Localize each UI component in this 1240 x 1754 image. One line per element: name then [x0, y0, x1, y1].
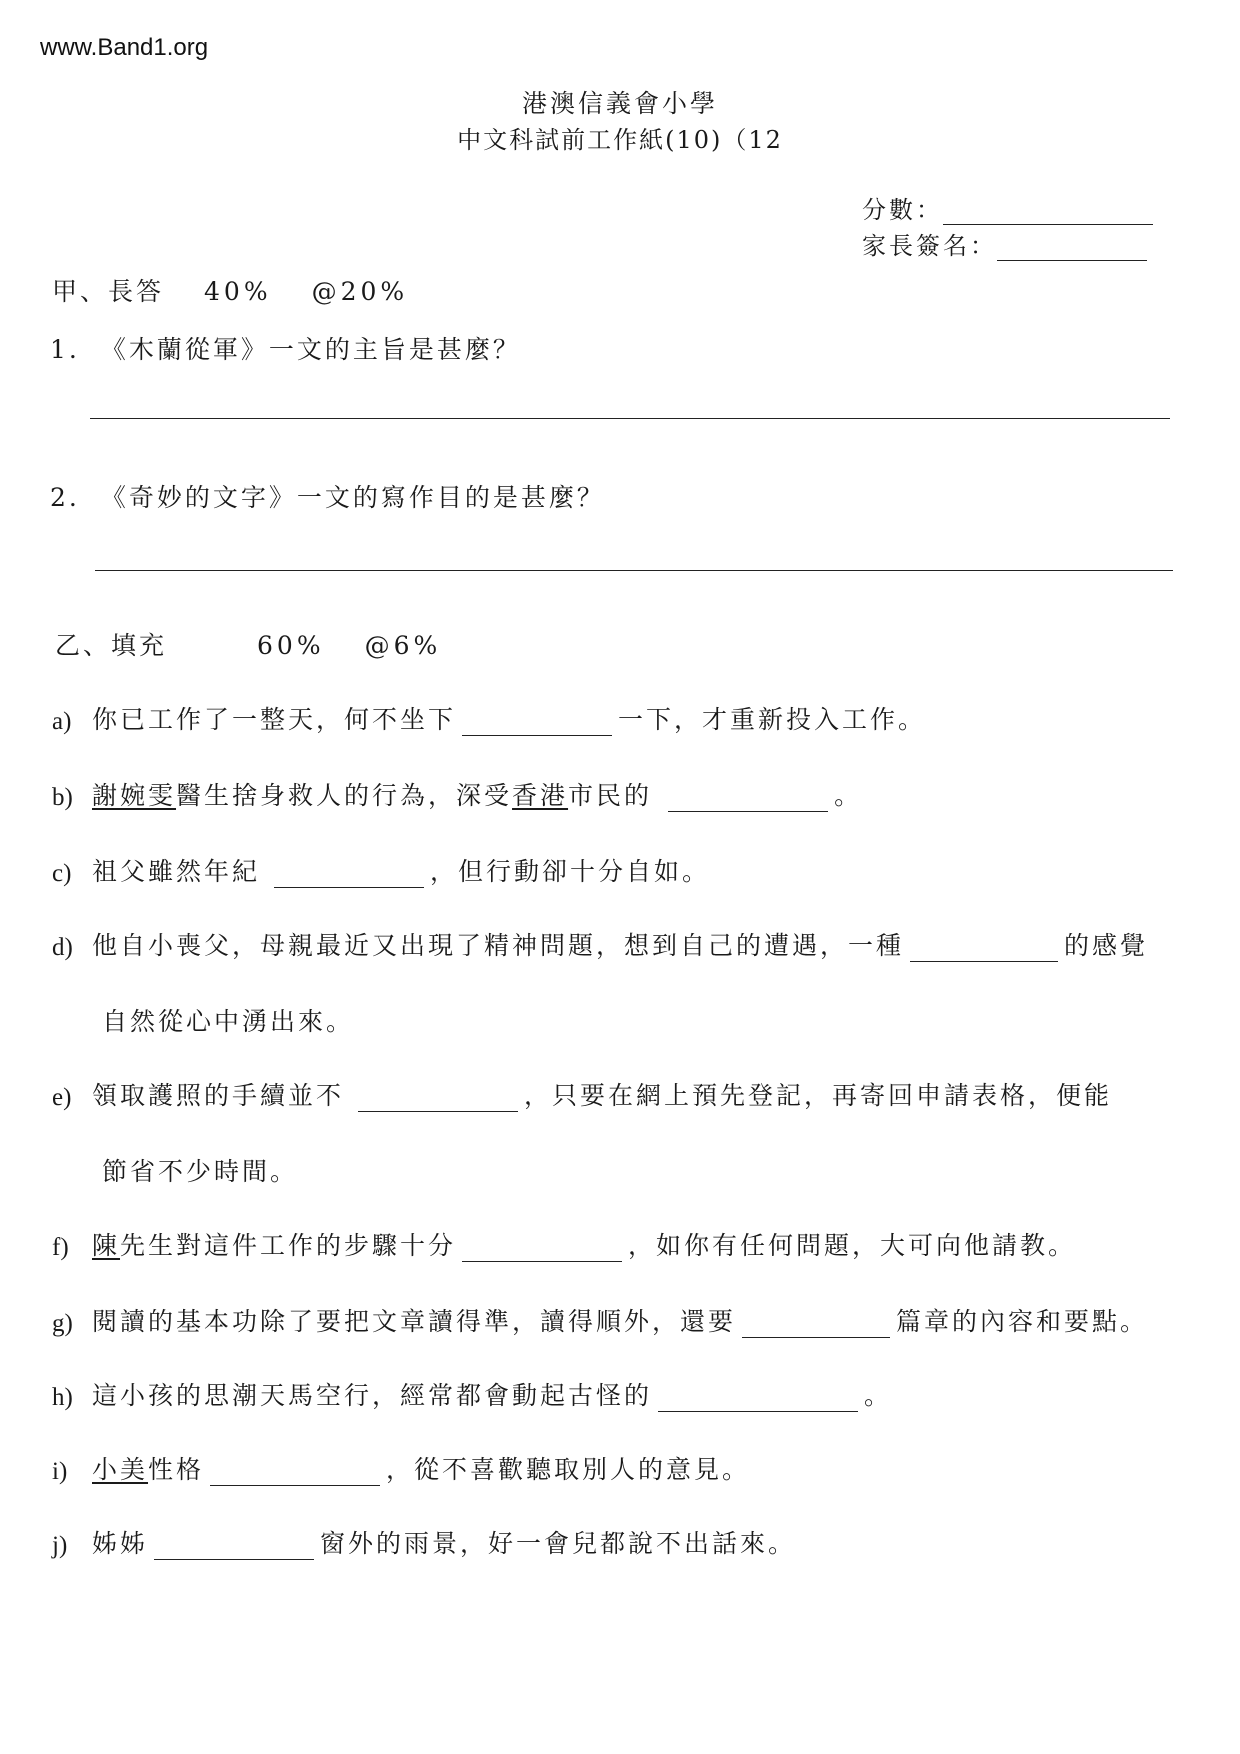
parent-sign-label: 家長簽名： — [862, 232, 997, 260]
fill-item-d-after: 的感覺 — [1064, 931, 1149, 960]
fill-item-e-after: ，只要在網上預先登記，再寄回申請表格，便能 — [524, 1081, 1113, 1110]
fill-item-d — [52, 926, 1148, 962]
question-1-text: 《木蘭從軍》一文的主旨是甚麼？ — [100, 335, 521, 364]
question-2-number: 2. — [50, 483, 80, 512]
fill-item-a-label: a) — [52, 708, 72, 735]
section-b-weight: 60% — [257, 631, 325, 660]
fill-item-b — [52, 776, 862, 812]
fill-item-c-before: 祖父雖然年紀 — [92, 857, 261, 886]
parent-sign-field — [862, 226, 1147, 261]
question-1-number: 1. — [50, 335, 80, 364]
fill-item-g-before: 閱讀的基本功除了要把文章讀得準，讀得順外，還要 — [92, 1307, 737, 1336]
fill-item-b-label: b) — [52, 784, 73, 811]
fill-item-b-after: 。 — [834, 781, 863, 810]
fill-item-a-before: 你已工作了一整天，何不坐下 — [92, 705, 457, 734]
fill-item-e-label: e) — [52, 1084, 72, 1111]
fill-item-e — [52, 1076, 1112, 1112]
question-2-text: 《奇妙的文字》一文的寫作目的是甚麼？ — [100, 483, 605, 512]
fill-item-h-before: 這小孩的思潮天馬空行，經常都會動起古怪的 — [92, 1381, 653, 1410]
fill-item-f-name: 陳 — [92, 1231, 121, 1260]
score-line[interactable] — [943, 202, 1153, 225]
fill-item-c-label: c) — [52, 860, 72, 887]
score-label: 分數： — [862, 196, 943, 224]
parent-sign-line[interactable] — [997, 238, 1147, 261]
fill-item-e-blank[interactable] — [358, 1091, 518, 1112]
section-a-label: 甲、長答 — [52, 277, 165, 306]
site-watermark: www.Band1.org — [40, 34, 209, 61]
question-1 — [50, 330, 521, 366]
section-a-heading — [52, 272, 408, 308]
section-a-weight: 40% — [204, 277, 272, 306]
question-1-answer-line[interactable] — [90, 418, 1170, 419]
fill-item-g-after: 篇章的內容和要點。 — [896, 1307, 1149, 1336]
fill-item-j-before: 姊姊 — [92, 1529, 149, 1558]
school-name: 港澳信義會小學 — [521, 89, 718, 118]
fill-item-h-after: 。 — [864, 1381, 893, 1410]
fill-item-e-continued: 節省不少時間。 — [102, 1157, 299, 1186]
section-b-label: 乙、填充 — [55, 631, 168, 660]
fill-item-f-blank[interactable] — [462, 1241, 622, 1262]
section-a-each: @20% — [311, 277, 409, 306]
fill-item-i-name: 小美 — [92, 1455, 149, 1484]
question-2-answer-line[interactable] — [95, 570, 1173, 571]
section-b-heading — [55, 626, 441, 662]
fill-item-f-after: ，如你有任何問題，大可向他請教。 — [628, 1231, 1077, 1260]
fill-item-e-before: 領取護照的手續並不 — [92, 1081, 345, 1110]
fill-item-b-blank[interactable] — [668, 791, 828, 812]
fill-item-i-after: ，從不喜歡聽取別人的意見。 — [386, 1455, 751, 1484]
fill-item-c-blank[interactable] — [274, 867, 424, 888]
fill-item-i — [52, 1450, 750, 1486]
fill-item-a-blank[interactable] — [462, 715, 612, 736]
fill-item-h-blank[interactable] — [658, 1391, 858, 1412]
fill-item-a-after: 一下，才重新投入工作。 — [618, 705, 927, 734]
fill-item-j-blank[interactable] — [154, 1539, 314, 1560]
fill-item-g — [52, 1302, 1148, 1338]
fill-item-c — [52, 852, 710, 888]
fill-item-j-after: 窗外的雨景，好一會兒都說不出話來。 — [320, 1529, 797, 1558]
fill-item-b-name: 謝婉雯 — [92, 781, 177, 810]
fill-item-a — [52, 700, 926, 736]
fill-item-d-before: 他自小喪父，母親最近又出現了精神問題，想到自己的遭遇，一種 — [92, 931, 905, 960]
section-b-each: @6% — [364, 631, 442, 660]
score-field — [862, 190, 1153, 225]
fill-item-f-label: f) — [52, 1234, 69, 1261]
worksheet-title: 中文科試前工作紙(10)（12 — [457, 126, 783, 154]
fill-item-i-before: 性格 — [148, 1455, 205, 1484]
fill-item-d-label: d) — [52, 934, 73, 961]
fill-item-j-label: j) — [52, 1532, 68, 1559]
fill-item-c-after: ，但行動卻十分自如。 — [430, 857, 711, 886]
fill-item-d-continued: 自然從心中湧出來。 — [102, 1007, 355, 1036]
fill-item-h — [52, 1376, 892, 1412]
fill-item-h-label: h) — [52, 1384, 73, 1411]
fill-item-j — [52, 1524, 796, 1560]
fill-item-f — [52, 1226, 1076, 1262]
fill-item-i-label: i) — [52, 1458, 68, 1485]
fill-item-b-text1: 醫生捨身救人的行為，深受 — [176, 781, 513, 810]
fill-item-d-blank[interactable] — [910, 941, 1058, 962]
fill-item-i-blank[interactable] — [210, 1465, 380, 1486]
fill-item-f-before: 先生對這件工作的步驟十分 — [120, 1231, 457, 1260]
fill-item-g-label: g) — [52, 1310, 73, 1337]
fill-item-b-text2: 市民的 — [568, 781, 653, 810]
fill-item-g-blank[interactable] — [742, 1317, 890, 1338]
fill-item-b-place: 香港 — [512, 781, 569, 810]
question-2 — [50, 478, 605, 514]
